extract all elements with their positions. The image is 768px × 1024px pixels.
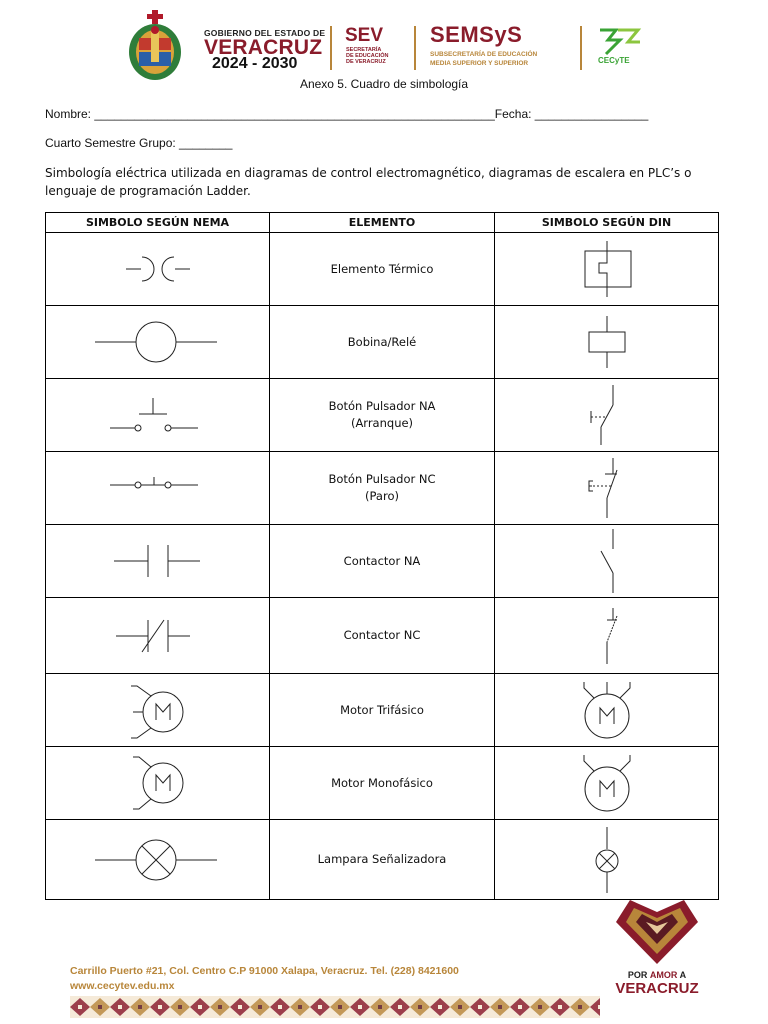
- table-row: [46, 233, 719, 306]
- push-button-nc-icon: [108, 463, 208, 513]
- header-divider: [580, 26, 582, 70]
- nema-cell: [46, 747, 270, 820]
- element-name: Bobina/Relé: [347, 334, 417, 349]
- semsys-sub2: MEDIA SUPERIOR Y SUPERIOR: [430, 60, 529, 67]
- push-button-no-icon: [108, 390, 208, 440]
- sev-sub1: SECRETARÍA: [346, 47, 382, 53]
- header-element: ELEMENTO: [270, 213, 495, 233]
- signal-lamp-icon: [93, 835, 223, 885]
- contact-no-din-icon: [577, 527, 637, 595]
- table-row: [46, 379, 719, 452]
- nema-cell: [46, 598, 270, 674]
- element-name: Botón Pulsador NC: [328, 472, 436, 486]
- gob-line2: VERACRUZ: [204, 36, 323, 59]
- element-subname: (Arranque): [350, 416, 414, 430]
- element-cell: [270, 674, 495, 747]
- table-row: [46, 598, 719, 674]
- table-header-row: [46, 213, 719, 233]
- sev-sub2: DE EDUCACIÓN: [346, 53, 389, 59]
- veracruz-coat-of-arms-icon: [125, 10, 185, 82]
- nema-cell: [46, 525, 270, 598]
- element-name: Contactor NC: [343, 628, 421, 642]
- element-name: Botón Pulsador NA: [328, 399, 436, 413]
- contact-nc-din-icon: [577, 606, 637, 666]
- element-cell: [270, 233, 495, 306]
- contact-nc-icon: [108, 616, 208, 656]
- footer-address: Carrillo Puerto #21, Col. Centro C.P 91000 Xalapa, Veracruz. Tel. (228) 8421600: [70, 965, 459, 977]
- table-row: [46, 674, 719, 747]
- element-cell: [270, 820, 495, 900]
- header-din: SIMBOLO SEGÚN DIN: [495, 213, 719, 233]
- nema-cell: [46, 233, 270, 306]
- three-phase-motor-din-icon: [572, 680, 642, 740]
- element-name: Lampara Señalizadora: [317, 852, 447, 866]
- grupo-line: Cuarto Semestre Grupo: ________: [45, 136, 233, 150]
- gob-line1: GOBIERNO DEL ESTADO DE: [204, 28, 326, 38]
- nombre-fecha-line: Nombre: ____________________________________________________________Fecha: _________________: [45, 107, 649, 121]
- element-name: Motor Trifásico: [340, 702, 424, 717]
- contact-no-icon: [108, 541, 208, 581]
- intro-paragraph: Simbología eléctrica utilizada en diagramas de control electromagnético, diagramas de escalera en PLC’s o lenguaje de programación Ladder.: [45, 166, 692, 198]
- element-cell: [270, 525, 495, 598]
- coil-icon: [93, 317, 223, 367]
- table-row: [46, 820, 719, 900]
- table-row: [46, 306, 719, 379]
- element-cell: [270, 379, 495, 452]
- table-row: [46, 747, 719, 820]
- single-phase-motor-din-icon: [572, 753, 642, 813]
- din-cell: [495, 598, 719, 674]
- slogan-por: POR: [627, 970, 650, 980]
- element-cell: [270, 747, 495, 820]
- header-divider: [414, 26, 416, 70]
- slogan: [612, 970, 702, 997]
- element-cell: [270, 306, 495, 379]
- element-name: Motor Monofásico: [331, 775, 433, 790]
- table-row: [46, 452, 719, 525]
- element-name: Contactor NA: [343, 553, 421, 568]
- slogan-a: A: [677, 970, 687, 980]
- din-cell: [495, 452, 719, 525]
- nema-cell: [46, 674, 270, 747]
- element-subname: (Paro): [365, 489, 399, 503]
- semsys-title: SEMSyS: [430, 22, 523, 47]
- element-name: Elemento Térmico: [330, 261, 434, 276]
- element-cell: [270, 452, 495, 525]
- cecyte-label: CECyTE: [598, 56, 630, 65]
- sev-title: SEV: [345, 25, 384, 46]
- nema-cell: [46, 820, 270, 900]
- din-cell: [495, 525, 719, 598]
- din-cell: [495, 306, 719, 379]
- gob-years: 2024 - 2030: [212, 55, 298, 72]
- table-row: [46, 525, 719, 598]
- din-cell: [495, 747, 719, 820]
- thermal-element-din-icon: [577, 239, 637, 299]
- decorative-pattern-strip-icon: [70, 996, 600, 1018]
- symbol-table: [45, 212, 719, 900]
- annex-title: Anexo 5. Cuadro de simbología: [299, 77, 469, 91]
- nema-cell: [46, 452, 270, 525]
- coil-din-icon: [577, 312, 637, 372]
- three-phase-motor-icon: [123, 680, 193, 740]
- din-cell: [495, 379, 719, 452]
- din-cell: [495, 820, 719, 900]
- thermal-element-icon: [108, 249, 208, 289]
- nema-cell: [46, 379, 270, 452]
- push-button-nc-din-icon: [577, 456, 637, 520]
- single-phase-motor-icon: [123, 753, 193, 813]
- signal-lamp-din-icon: [587, 825, 627, 895]
- footer-website: www.cecytev.edu.mx: [70, 980, 175, 992]
- din-cell: [495, 233, 719, 306]
- footer-contact: [70, 964, 459, 994]
- header-nema: SIMBOLO SEGÚN NEMA: [46, 213, 270, 233]
- veracruz-heart-logo-icon: [612, 892, 702, 966]
- sev-sub3: DE VERACRUZ: [346, 59, 386, 65]
- din-cell: [495, 674, 719, 747]
- cecyte-logo-icon: [596, 26, 642, 56]
- page-header: [0, 0, 768, 80]
- header-divider: [330, 26, 332, 70]
- slogan-veracruz: VERACRUZ: [615, 980, 699, 997]
- push-button-no-din-icon: [577, 383, 637, 447]
- semsys-sub1: SUBSECRETARÍA DE EDUCACIÓN: [430, 51, 538, 58]
- slogan-amor: AMOR: [649, 970, 678, 980]
- nema-cell: [46, 306, 270, 379]
- element-cell: [270, 598, 495, 674]
